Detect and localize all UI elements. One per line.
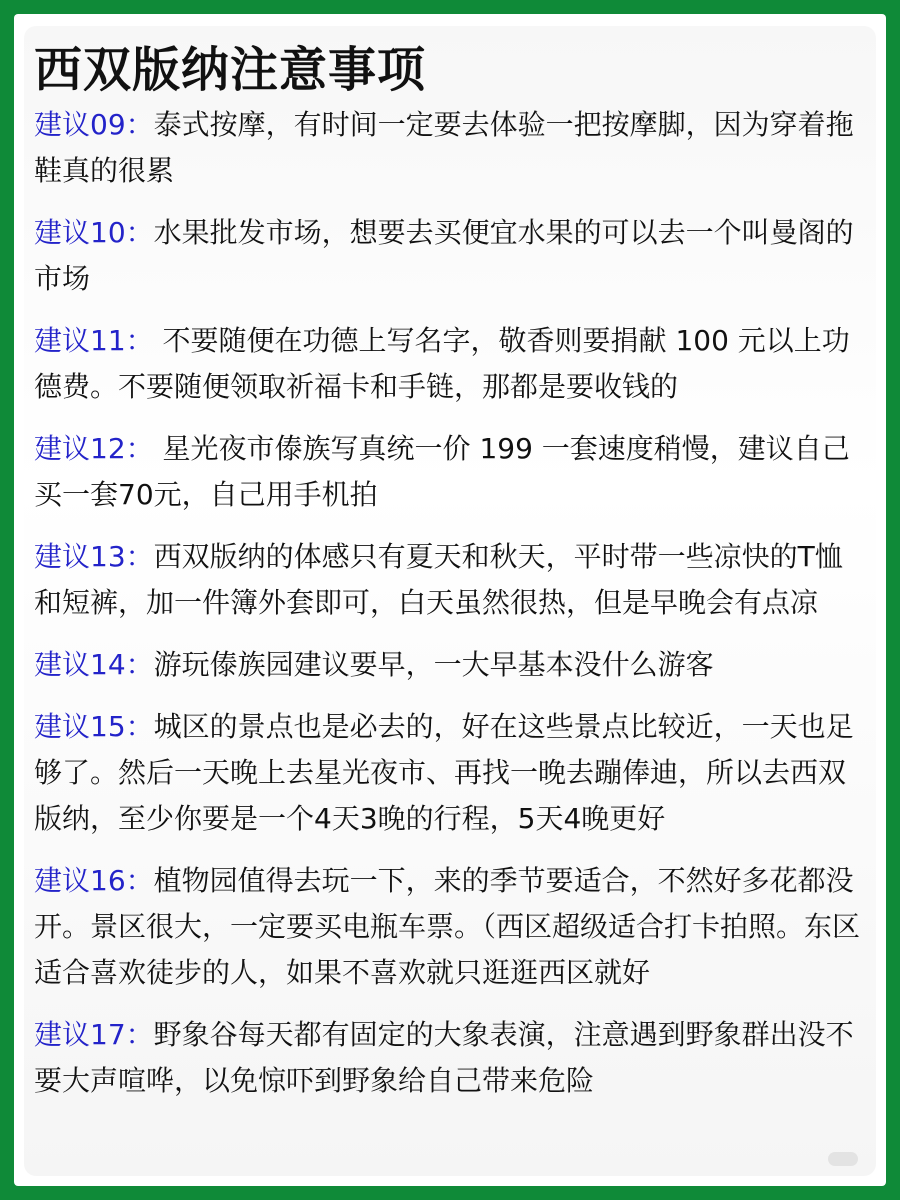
- tip-item-09: [34, 102, 876, 194]
- page-frame: [14, 14, 886, 1186]
- tip-item-10: [34, 210, 876, 302]
- tips-list: [24, 100, 876, 1104]
- tip-item-13: [34, 534, 876, 626]
- tip-label: 建议10：: [34, 216, 154, 249]
- tip-text: 西双版纳的体感只有夏天和秋天，平时带一些凉快的T恤和短裤，加一件簿外套即可，白天虽然很热，但是早晚会有点凉: [34, 540, 843, 619]
- tip-item-15: [34, 704, 876, 842]
- tip-label: 建议15：: [34, 710, 154, 743]
- page-title: 西双版纳注意事项: [34, 42, 427, 98]
- tip-item-11: [34, 318, 876, 410]
- tip-text: 泰式按摩，有时间一定要去体验一把按摩脚，因为穿着拖鞋真的很累: [34, 108, 854, 187]
- tip-label: 建议12：: [34, 432, 154, 465]
- content-card: [24, 26, 876, 1176]
- tip-label: 建议11：: [34, 324, 154, 357]
- tip-item-12: [34, 426, 876, 518]
- tip-item-17: [34, 1012, 876, 1104]
- tip-label: 建议14：: [34, 648, 154, 681]
- watermark-badge: [828, 1152, 858, 1166]
- tip-text: 游玩傣族园建议要早，一大早基本没什么游客: [153, 648, 714, 681]
- tip-label: 建议13：: [34, 540, 154, 573]
- tip-label: 建议09：: [34, 108, 154, 141]
- tip-label: 建议16：: [34, 864, 154, 897]
- tip-label: 建议17：: [34, 1018, 154, 1051]
- tip-text: 不要随便在功德上写名字，敬香则要捐献 100 元以上功德费。不要随便领取祈福卡和手链，那都是要收钱的: [34, 324, 850, 403]
- tip-text: 星光夜市傣族写真统一价 199 一套速度稍慢，建议自己买一套70元，自己用手机拍: [34, 432, 850, 511]
- tip-text: 植物园值得去玩一下，来的季节要适合，不然好多花都没开。景区很大，一定要买电瓶车票。（西区超级适合打卡拍照。东区适合喜欢徒步的人，如果不喜欢就只逛逛西区就好: [34, 864, 861, 989]
- tip-text: 水果批发市场，想要去买便宜水果的可以去一个叫曼阁的市场: [34, 216, 854, 295]
- tip-item-16: [34, 858, 876, 996]
- tip-text: 城区的景点也是必去的，好在这些景点比较近，一天也足够了。然后一天晚上去星光夜市、再找一晚去蹦俸迪，所以去西双版纳，至少你要是一个4天3晚的行程，5天4晚更好: [34, 710, 854, 835]
- tip-item-14: [34, 642, 876, 688]
- tip-text: 野象谷每天都有固定的大象表演，注意遇到野象群出没不要大声喧哗，以免惊吓到野象给自己带来危险: [34, 1018, 854, 1097]
